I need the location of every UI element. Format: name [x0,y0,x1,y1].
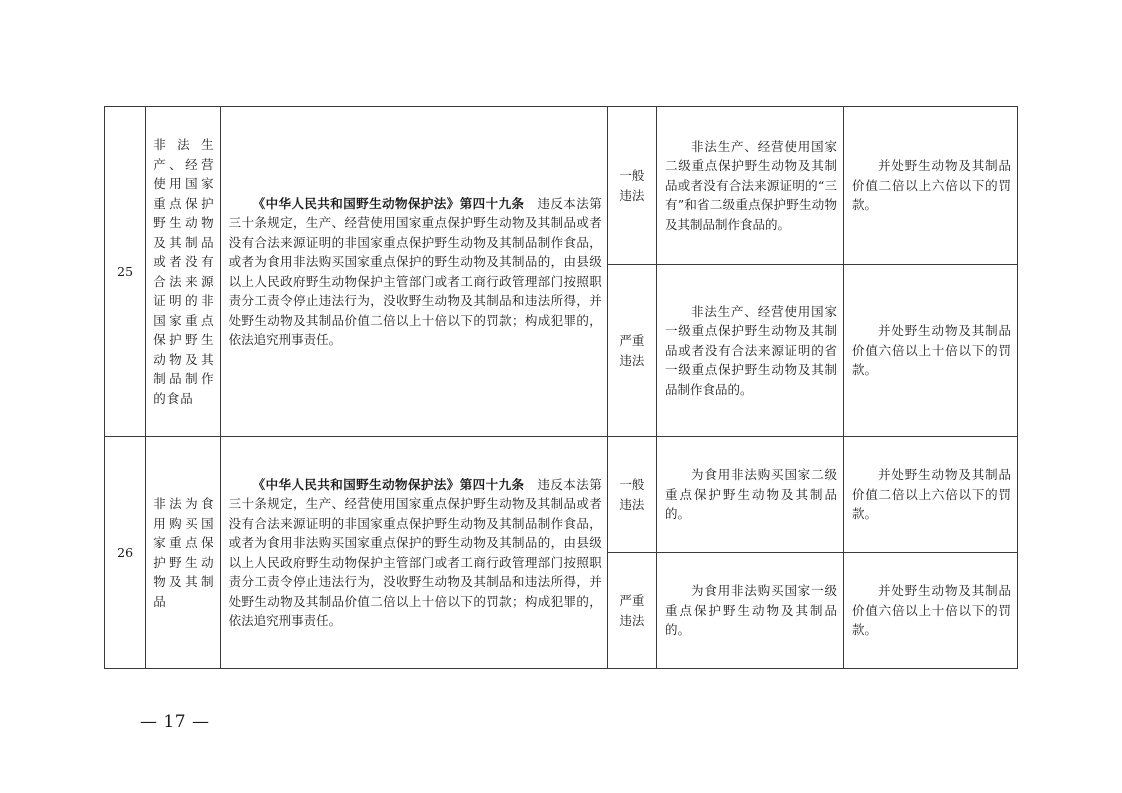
violation-condition: 为食用非法购买国家一级重点保护野生动物及其制品的。 [665,583,838,638]
violation-level: 严重违法 [619,592,645,628]
legal-basis-text [221,194,607,350]
violation-condition: 非法生产、经营使用国家一级重点保护野生动物及其制品或者没有合法来源证明的省一级重点保护野生动物及其制品制作食品的。 [665,303,838,397]
penalty-text: 并处野生动物及其制品价值二倍以上六倍以下的罚款。 [852,158,1011,213]
penalty-text: 并处野生动物及其制品价值二倍以上六倍以下的罚款。 [852,467,1011,522]
violation-level: 一般违法 [619,476,645,512]
legal-basis-cell [220,437,607,669]
law-article-body: 违反本法第三十条规定，生产、经营使用国家重点保护野生动物及其制品或者没有合法来源证明的非国家重点保护野生动物及其制品制作食品，或者为食用非法购买国家重点保护的野生动物及其制品的，由县级以上人民政府野生动物保护主管部门或者工商行政管理部门按照职责分工责令停止违法行为，没收野生动物及其制品和违法所得，并处野生动物及其制品价值二倍以上十倍以下的罚款；构成犯罪的，依法追究刑事责任。 [228,476,602,628]
legal-basis-text [221,475,607,631]
item-number-cell [105,107,146,437]
penalty-cell [844,107,1018,265]
violation-level-cell [607,437,656,553]
penalty-cell [844,265,1018,437]
law-article-body: 违反本法第三十条规定，生产、经营使用国家重点保护野生动物及其制品或者没有合法来源证明的非国家重点保护野生动物及其制品制作食品，或者为食用非法购买国家重点保护的野生动物及其制品的，由县级以上人民政府野生动物保护主管部门或者工商行政管理部门按照职责分工责令停止违法行为，没收野生动物及其制品和违法所得，并处野生动物及其制品价值二倍以上十倍以下的罚款；构成犯罪的，依法追究刑事责任。 [228,195,602,347]
item-number: 26 [117,544,134,560]
violation-level-cell [607,107,656,265]
violation-act-text: 非法为食用购买国家重点保护野生动物及其制品 [153,496,215,609]
violation-act-text: 非法生产、经营使用国家重点保护野生动物及其制品或者没有合法来源证明的非国家重点保护野生动物及其制品制作的食品 [153,137,215,406]
violation-condition-cell [657,107,844,265]
law-article-title: 《中华人民共和国野生动物保护法》第四十九条 [252,476,525,492]
table-row [105,437,1018,553]
violation-condition: 非法生产、经营使用国家二级重点保护野生动物及其制品或者没有合法来源证明的“三有”和省二级重点保护野生动物及其制品制作食品的。 [665,138,838,232]
violation-level: 严重违法 [619,332,645,368]
violation-condition-cell [657,437,844,553]
violation-level-cell [607,553,656,669]
violation-condition-cell [657,553,844,669]
legal-basis-cell [220,107,607,437]
law-article-title: 《中华人民共和国野生动物保护法》第四十九条 [252,195,525,211]
item-number-cell [105,437,146,669]
penalty-text: 并处野生动物及其制品价值六倍以上十倍以下的罚款。 [852,583,1011,638]
violation-condition-cell [657,265,844,437]
page-number: — 17 — [140,712,210,732]
violation-act-cell [146,107,220,437]
violation-act-cell [146,437,220,669]
violation-level: 一般违法 [619,167,645,203]
penalty-text: 并处野生动物及其制品价值六倍以上十倍以下的罚款。 [852,323,1011,378]
penalty-standards-table [104,106,1018,669]
violation-condition: 为食用非法购买国家二级重点保护野生动物及其制品的。 [665,467,838,522]
penalty-cell [844,437,1018,553]
table-row [105,107,1018,265]
violation-level-cell [607,265,656,437]
penalty-cell [844,553,1018,669]
item-number: 25 [117,263,134,279]
